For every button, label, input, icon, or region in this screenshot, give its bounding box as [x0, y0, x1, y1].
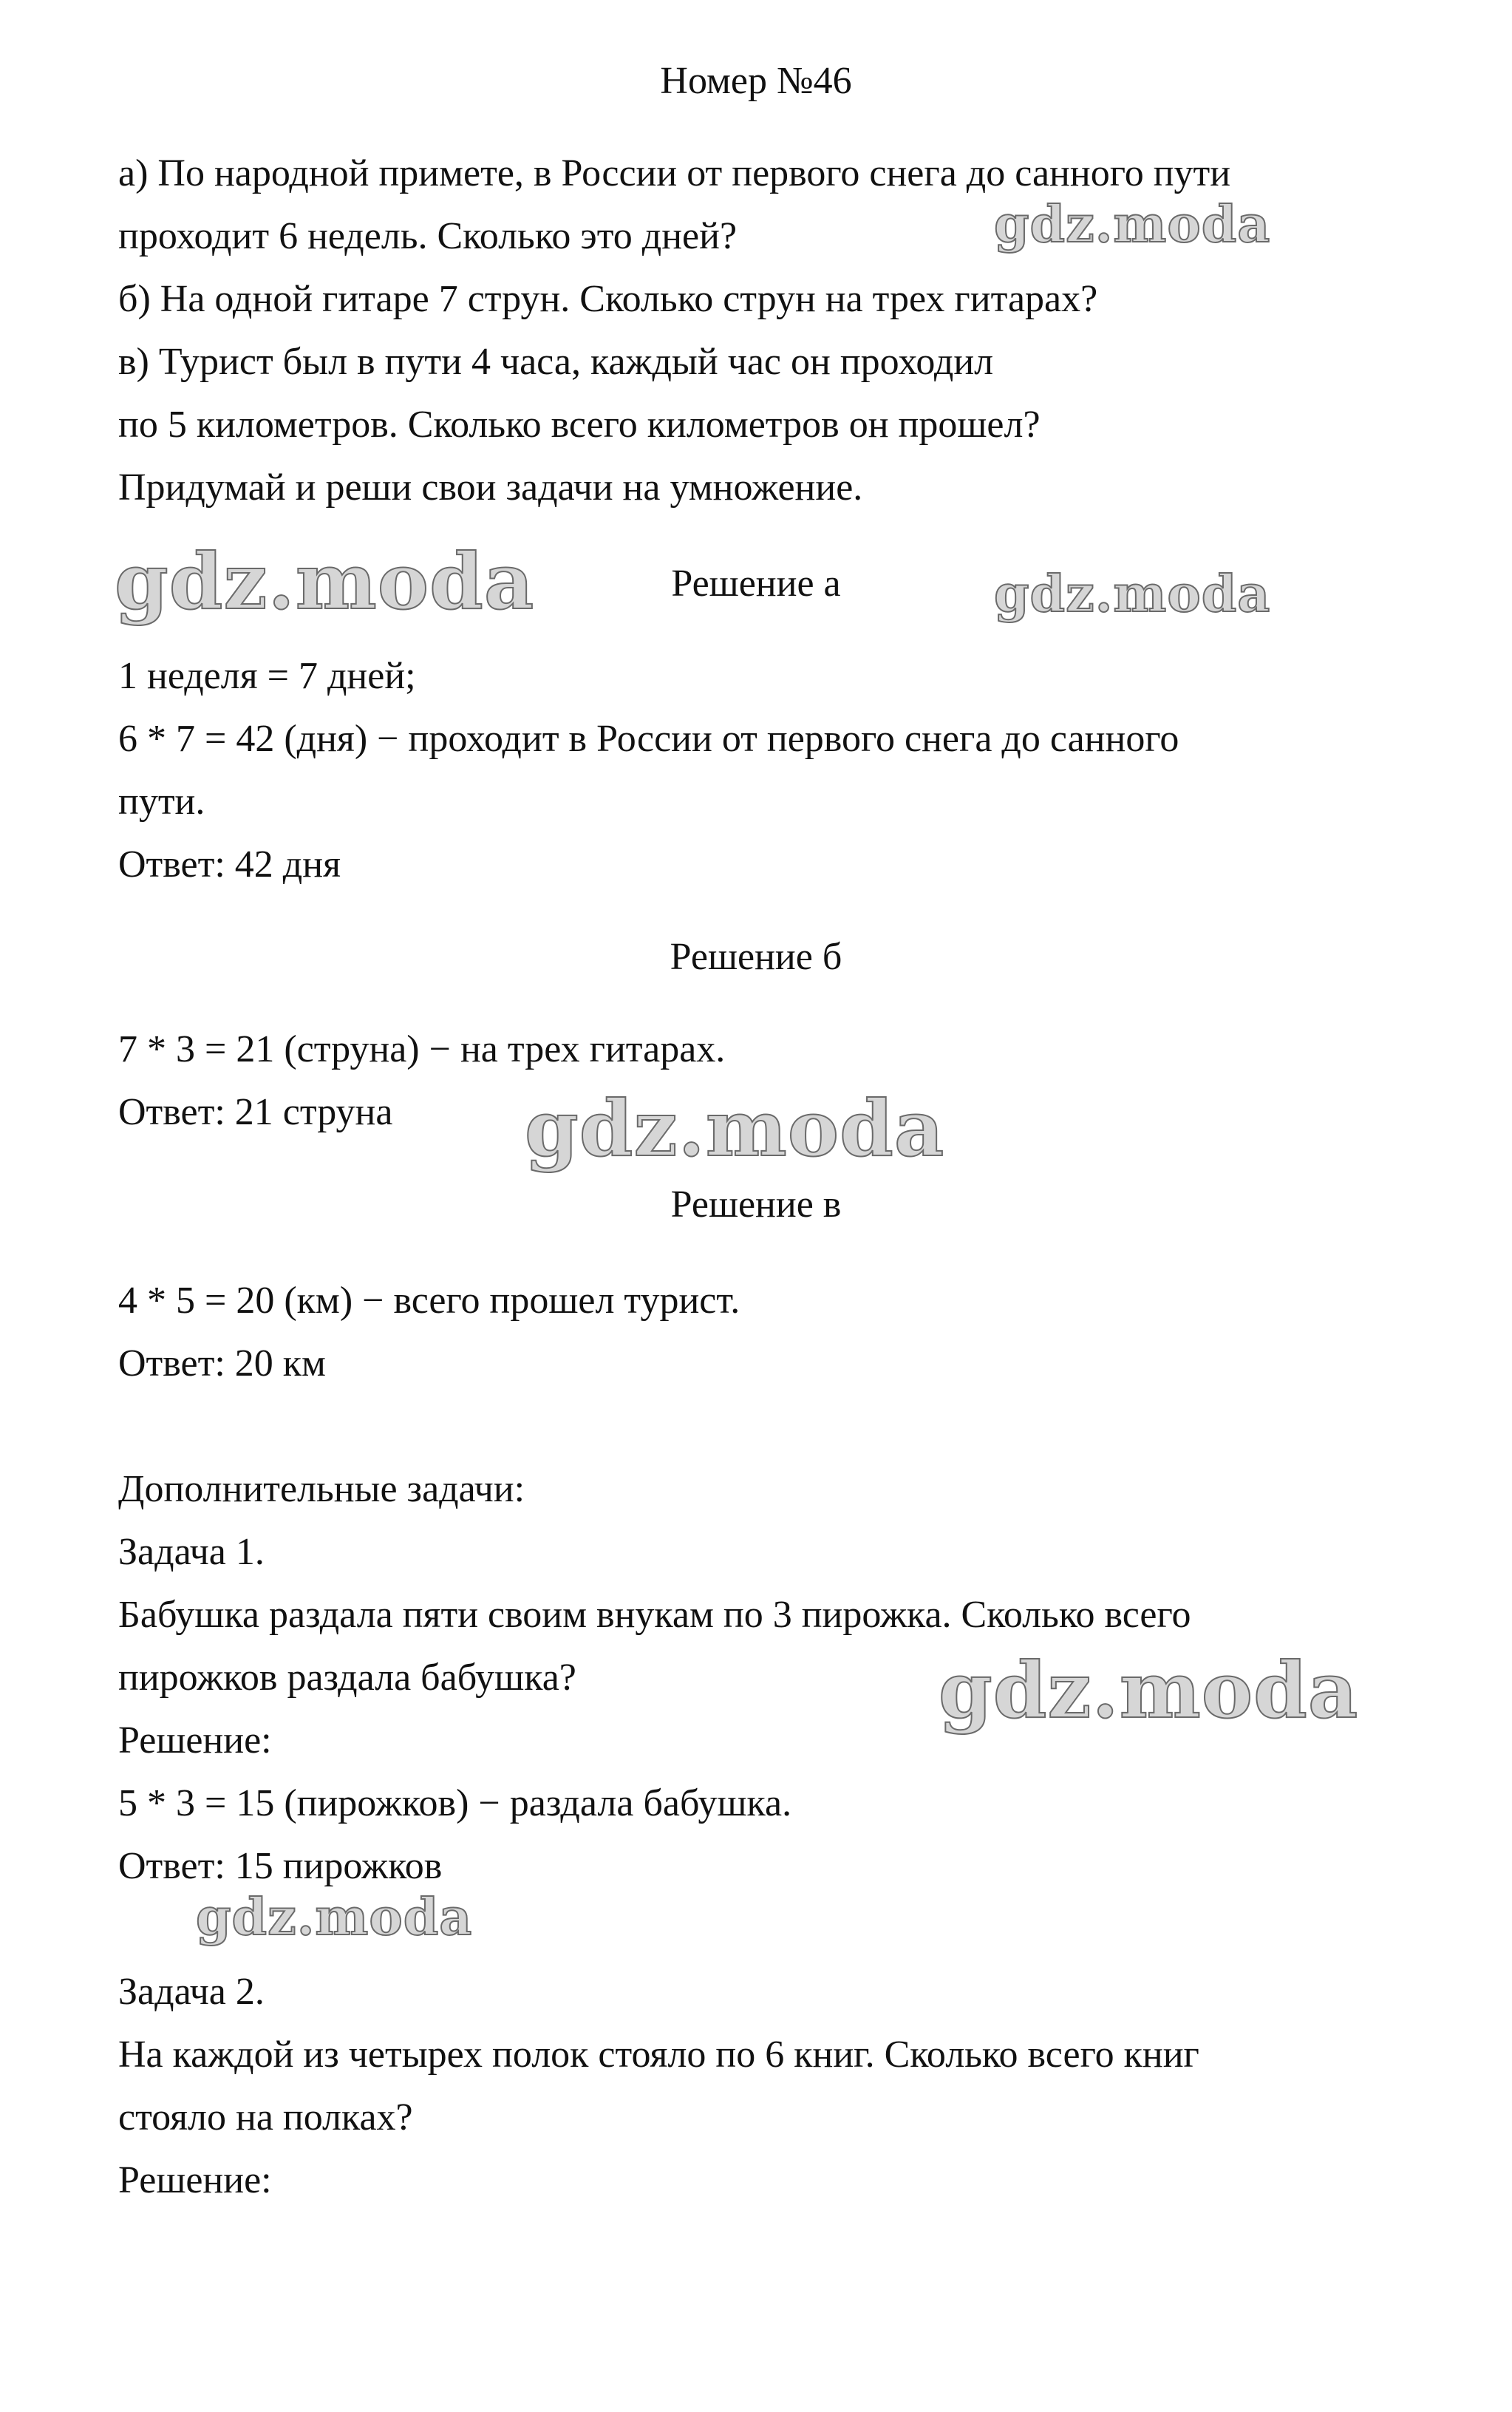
task-2-line: Решение:: [118, 2159, 272, 2201]
task-1-line: 5 * 3 = 15 (пирожков) − раздала бабушка.: [118, 1782, 792, 1824]
solution-a-line: пути.: [118, 781, 205, 823]
task-1-title: Задача 1.: [118, 1531, 265, 1573]
problem-line: проходит 6 недель. Сколько это дней?: [118, 215, 738, 257]
solution-c-answer: Ответ: 20 км: [118, 1342, 326, 1385]
solution-a-heading: Решение а: [671, 563, 841, 605]
page-title: Номер №46: [660, 60, 852, 102]
task-2-title: Задача 2.: [118, 1971, 265, 2013]
task-2-line: На каждой из четырех полок стояло по 6 книг. Сколько всего книг: [118, 2034, 1199, 2076]
solution-c-heading: Решение в: [670, 1183, 842, 1226]
solution-a-line: 6 * 7 = 42 (дня) − проходит в России от первого снега до санного: [118, 718, 1179, 760]
task-1-line: пирожков раздала бабушка?: [118, 1657, 576, 1699]
solution-a-line: 1 неделя = 7 дней;: [118, 655, 416, 697]
solution-b-heading: Решение б: [670, 936, 842, 978]
watermark-logo: gdz.moda: [994, 565, 1271, 624]
solution-c-line: 4 * 5 = 20 (км) − всего прошел турист.: [118, 1280, 740, 1322]
problem-line: б) На одной гитаре 7 струн. Сколько струн на трех гитарах?: [118, 278, 1098, 320]
watermark-logo: gdz.moda: [939, 1645, 1359, 1736]
problem-line: а) По народной примете, в России от первого снега до санного пути: [118, 152, 1231, 194]
watermark-logo: gdz.moda: [196, 1888, 473, 1947]
solution-a-answer: Ответ: 42 дня: [118, 843, 341, 886]
watermark-logo: gdz.moda: [525, 1083, 945, 1174]
task-1-answer: Ответ: 15 пирожков: [118, 1845, 443, 1887]
watermark-logo: gdz.moda: [994, 195, 1271, 254]
task-1-line: Бабушка раздала пяти своим внукам по 3 пирожка. Сколько всего: [118, 1594, 1191, 1636]
extra-heading: Дополнительные задачи:: [118, 1468, 525, 1510]
problem-line: в) Турист был в пути 4 часа, каждый час он проходил: [118, 341, 994, 383]
task-2-line: стояло на полках?: [118, 2096, 413, 2138]
task-1-line: Решение:: [118, 1719, 272, 1762]
watermark-logo: gdz.moda: [115, 536, 535, 627]
problem-line: Придумай и реши свои задачи на умножение.: [118, 466, 863, 509]
solution-b-answer: Ответ: 21 струна: [118, 1091, 393, 1133]
solution-b-line: 7 * 3 = 21 (струна) − на трех гитарах.: [118, 1028, 726, 1070]
problem-line: по 5 километров. Сколько всего километров он прошел?: [118, 404, 1041, 446]
